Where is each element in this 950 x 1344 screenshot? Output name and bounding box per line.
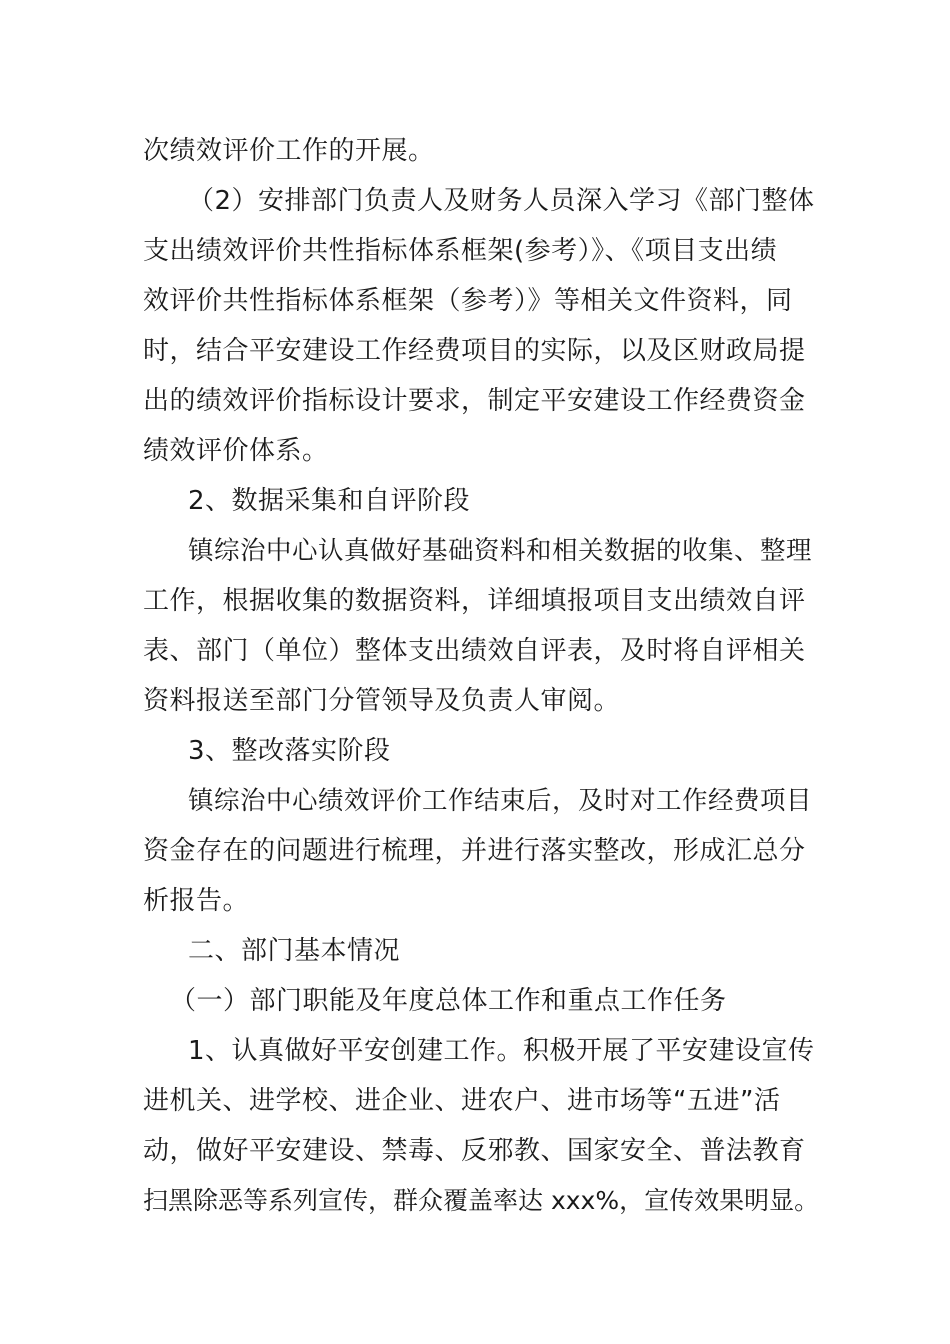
subsection-heading: （一）部门职能及年度总体工作和重点工作任务 [170, 986, 727, 1016]
text-line: （2）安排部门负责人及财务人员深入学习《部门整体 [188, 186, 815, 216]
text-line: 效评价共性指标体系框架（参考）》等相关文件资料，同 [143, 286, 793, 316]
text-line: 扫黑除恶等系列宣传，群众覆盖率达 xxx%，宣传效果明显。 [143, 1186, 820, 1215]
section-heading: 二、部门基本情况 [188, 936, 401, 966]
text-line: 镇综治中心认真做好基础资料和相关数据的收集、整理 [188, 536, 813, 566]
text-line: 绩效评价体系。 [143, 436, 329, 466]
text-line: 进机关、进学校、进企业、进农户、进市场等“五进”活 [143, 1086, 781, 1116]
section-heading: 2、数据采集和自评阶段 [188, 486, 471, 516]
text-line: 镇综治中心绩效评价工作结束后，及时对工作经费项目 [188, 786, 813, 816]
text-line: 出的绩效评价指标设计要求，制定平安建设工作经费资金 [143, 386, 806, 416]
text-line: 1、认真做好平安创建工作。积极开展了平安建设宣传 [188, 1036, 815, 1066]
text-line: 时，结合平安建设工作经费项目的实际，以及区财政局提 [143, 336, 806, 366]
text-line: 析报告。 [143, 886, 250, 916]
text-line: 支出绩效评价共性指标体系框架(参考）》、《项目支出绩 [143, 236, 778, 266]
text-line: 资金存在的问题进行梳理，并进行落实整改，形成汇总分 [143, 836, 806, 866]
text-line: 次绩效评价工作的开展。 [143, 136, 435, 166]
text-line: 工作，根据收集的数据资料，详细填报项目支出绩效自评 [143, 586, 806, 616]
text-line: 资料报送至部门分管领导及负责人审阅。 [143, 686, 621, 716]
section-heading: 3、整改落实阶段 [188, 736, 391, 766]
text-line: 表、部门（单位）整体支出绩效自评表，及时将自评相关 [143, 636, 806, 666]
text-line: 动，做好平安建设、禁毒、反邪教、国家安全、普法教育 [143, 1136, 806, 1166]
